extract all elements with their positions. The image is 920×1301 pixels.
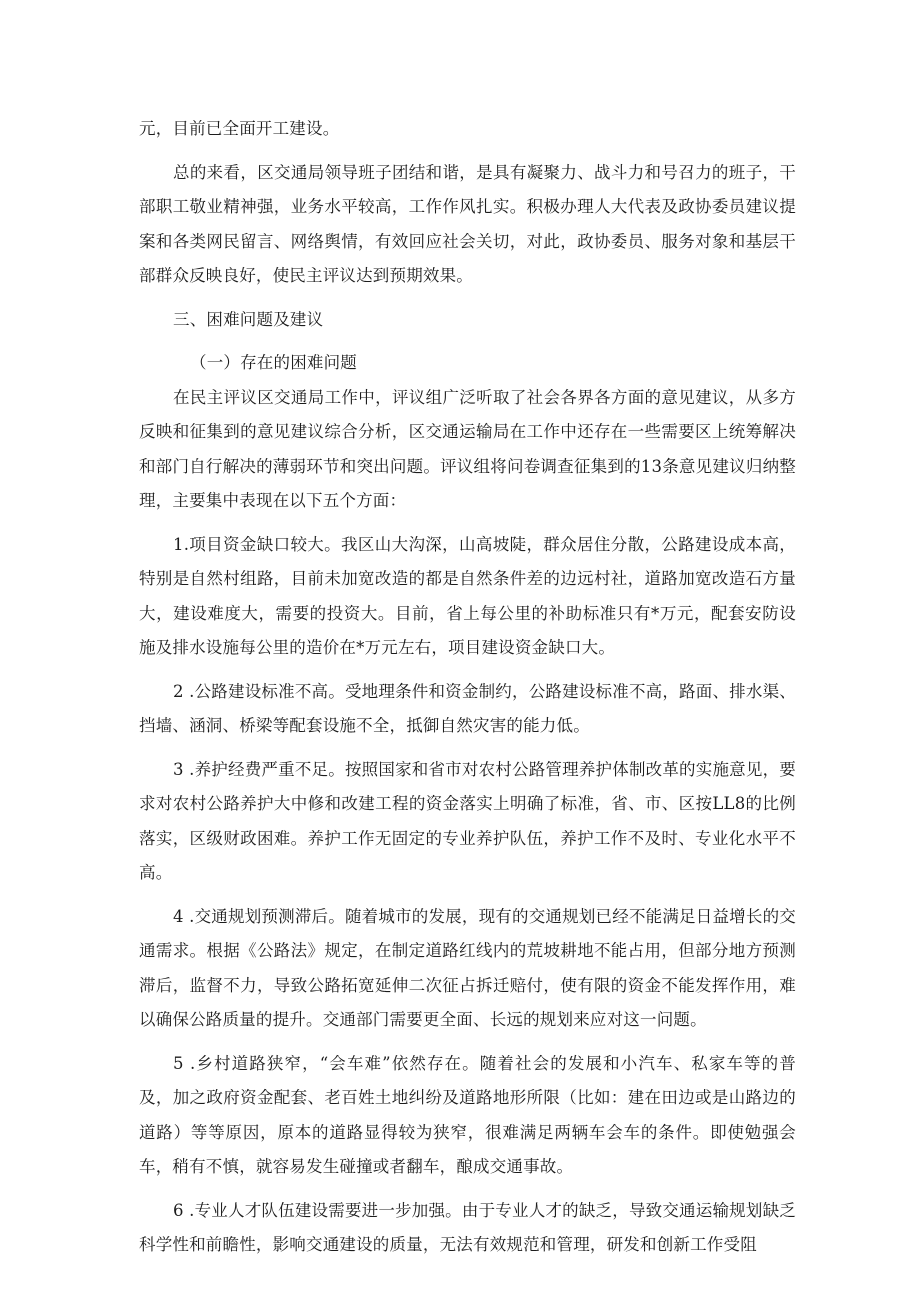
subsection-heading: （一）存在的困难问题 xyxy=(190,353,357,372)
list-item-1: 1.项目资金缺口较大。我区山大沟深，山高坡陡，群众居住分散，公路建设成本高，特别是自然村组路，目前未加宽改造的都是自然条件差的边远村社，道路加宽改造石方量大，建设难度大，需要的投资大。目前，省上每公里的补助标准只有*万元，配套安防设施及排水设施每公里的造价在*万元左右，项目建设资金缺口大。 xyxy=(139,534,796,657)
document-body xyxy=(139,112,796,1263)
paragraph-continuation: 元，目前已全面开工建设。 xyxy=(139,119,340,138)
list-item-4: 4 .交通规划预测滞后。随着城市的发展，现有的交通规划已经不能满足日益增长的交通需求。根据《公路法》规定，在制定道路红线内的荒坡耕地不能占用，但部分地方预测滞后，监督不力，导致公路拓宽延伸二次征占拆迁赔付，使有限的资金不能发挥作用，难以确保公路质量的提升。交通部门需要更全面、长远的规划来应对这一问题。 xyxy=(139,906,796,1029)
paragraph-summary: 总的来看，区交通局领导班子团结和谐，是具有凝聚力、战斗力和号召力的班子，干部职工敬业精神强，业务水平较高，工作作风扎实。积极办理人大代表及政协委员建议提案和各类网民留言、网络舆情，有效回应社会关切，对此，政协委员、服务对象和基层干部群众反映良好，使民主评议达到预期效果。 xyxy=(139,162,796,285)
list-item-2: 2 .公路建设标准不高。受地理条件和资金制约，公路建设标准不高，路面、排水渠、挡墙、涵洞、桥梁等配套设施不全，抵御自然灾害的能力低。 xyxy=(139,681,796,735)
section-heading: 三、困难问题及建议 xyxy=(173,309,324,329)
list-item-6: 6 .专业人才队伍建设需要进一步加强。由于专业人才的缺乏，导致交通运输规划缺乏科学性和前瞻性，影响交通建设的质量，无法有效规范和管理，研发和创新工作受阻 xyxy=(139,1200,796,1254)
list-item-3: 3 .养护经费严重不足。按照国家和省市对农村公路管理养护体制改革的实施意见，要求对农村公路养护大中修和改建工程的资金落实上明确了标准，省、市、区按LL8的比例落实，区级财政困难。养护工作无固定的专业养护队伍，养护工作不及时、专业化水平不高。 xyxy=(139,759,796,882)
paragraph-intro: 在民主评议区交通局工作中，评议组广泛听取了社会各界各方面的意见建议，从多方反映和征集到的意见建议综合分析，区交通运输局在工作中还存在一些需要区上统筹解决和部门自行解决的薄弱环节和突出问题。评议组将问卷调查征集到的13条意见建议归纳整理，主要集中表现在以下五个方面： xyxy=(139,387,796,510)
list-item-5: 5 .乡村道路狭窄，“会车难”依然存在。随着社会的发展和小汽车、私家车等的普及，加之政府资金配套、老百姓土地纠纷及道路地形所限（比如：建在田边或是山路边的道路）等等原因，原本的道路显得较为狭窄，很难满足两辆车会车的条件。即使勉强会车，稍有不慎，就容易发生碰撞或者翻车，酿成交通事故。 xyxy=(139,1053,796,1176)
